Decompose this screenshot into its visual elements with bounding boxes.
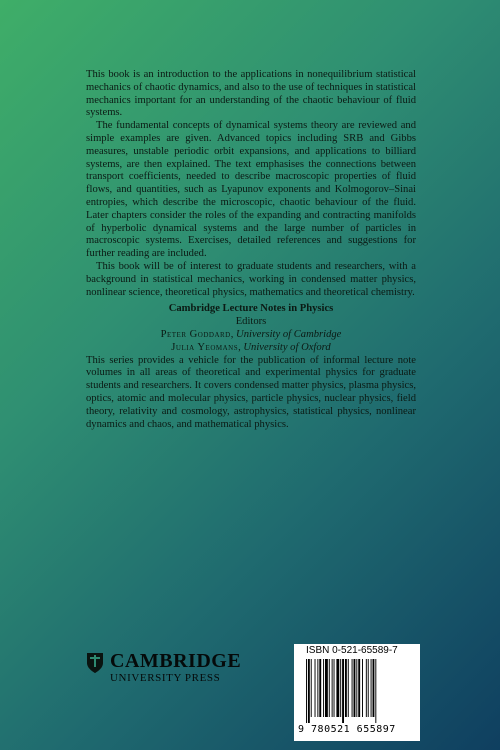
barcode-bar xyxy=(345,659,347,717)
barcode-bar xyxy=(358,659,360,717)
barcode-bar xyxy=(362,659,363,717)
series-info xyxy=(86,303,416,354)
barcode-graphic xyxy=(306,659,410,723)
barcode-bar xyxy=(334,659,335,717)
barcode-bar xyxy=(332,659,333,717)
barcode-bar xyxy=(325,659,328,717)
editor-2-affiliation: University of Oxford xyxy=(243,341,331,353)
barcode-bar xyxy=(315,659,316,717)
barcode-bar xyxy=(329,659,330,717)
description-paragraph-3: This book will be of interest to graduate students and researchers, with a background in statistical mechanics, working in condensed matter physics, nonlinear science, theoretical physics, mathematics and theoretical chemistry. xyxy=(86,260,416,298)
barcode-bar xyxy=(306,659,307,723)
barcode-bar xyxy=(348,659,349,717)
barcode-bar xyxy=(319,659,321,717)
barcode-bar xyxy=(368,659,369,717)
barcode-bar xyxy=(317,659,318,717)
barcode-bar xyxy=(366,659,367,717)
barcode-bar xyxy=(336,659,339,717)
back-cover-text xyxy=(86,69,416,431)
barcode-bar xyxy=(352,659,353,717)
isbn-label: ISBN 0-521-65589-7 xyxy=(306,645,398,656)
barcode-bar xyxy=(371,659,372,717)
description-paragraph-1: This book is an introduction to the applications in nonequilibrium statistical mechanics of chaotic dynamics, and also to the use of techniques in statistical mechanics important for an understanding of the chaotic behaviour of fluid systems. xyxy=(86,69,416,119)
isbn-barcode-box xyxy=(294,644,420,741)
publisher-press: UNIVERSITY PRESS xyxy=(110,672,221,684)
series-heading: Cambridge Lecture Notes in Physics xyxy=(168,303,334,315)
barcode-bar xyxy=(354,659,356,717)
series-description: This series provides a vehicle for the publication of informal lecture note volumes in all areas of theoretical and experimental physics for graduate students and researchers. It covers condensed matter physics, plasma physics, optics, atomic and molecular physics, particle physics, nuclear physics, field theory, relativity and cosmology, astrophysics, statistical physics, nonlinear dynamics and chaos, and mathematical physics. xyxy=(86,354,416,430)
description-paragraph-2: The fundamental concepts of dynamical systems theory are reviewed and simple examples are given. Advanced topics including SRB and Gibbs measures, unstable periodic orbit expansions, and applications to billiard systems, are then explained. The text emphasises the connections between transport coefficients, needed to describe macroscopic properties of fluid flows, and quantities, such as Lyapunov exponents and Kolmogorov–Sinai entropies, which describe the microscopic, chaotic behaviour of the fluid. Later chapters consider the roles of the expanding and contracting manifolds of hyperbolic dynamical systems and the large number of particles in macroscopic systems. Exercises, detailed references and suggestions for further reading are included. xyxy=(86,120,416,260)
editor-2-name: Julia Yeomans xyxy=(171,341,239,353)
barcode-bar xyxy=(340,659,341,717)
editor-1-name: Peter Goddard xyxy=(160,328,231,340)
barcode-bar xyxy=(311,659,312,717)
editor-1-affiliation: University of Cambridge xyxy=(236,328,342,340)
barcode-bar xyxy=(356,659,357,717)
barcode-bar xyxy=(342,659,344,723)
publisher-name: CAMBRIDGE xyxy=(110,650,242,672)
crest-icon xyxy=(86,652,104,674)
barcode-bar xyxy=(323,659,324,717)
editors-label: Editors xyxy=(235,316,267,328)
barcode-bar xyxy=(373,659,375,717)
barcode-bar xyxy=(375,659,376,723)
isbn-number: 9 780521 655897 xyxy=(298,724,396,735)
barcode-bar xyxy=(308,659,310,723)
editor-2: Julia Yeomans, University of Oxford xyxy=(171,341,331,353)
editor-1: Peter Goddard, University of Cambridge xyxy=(160,328,342,340)
